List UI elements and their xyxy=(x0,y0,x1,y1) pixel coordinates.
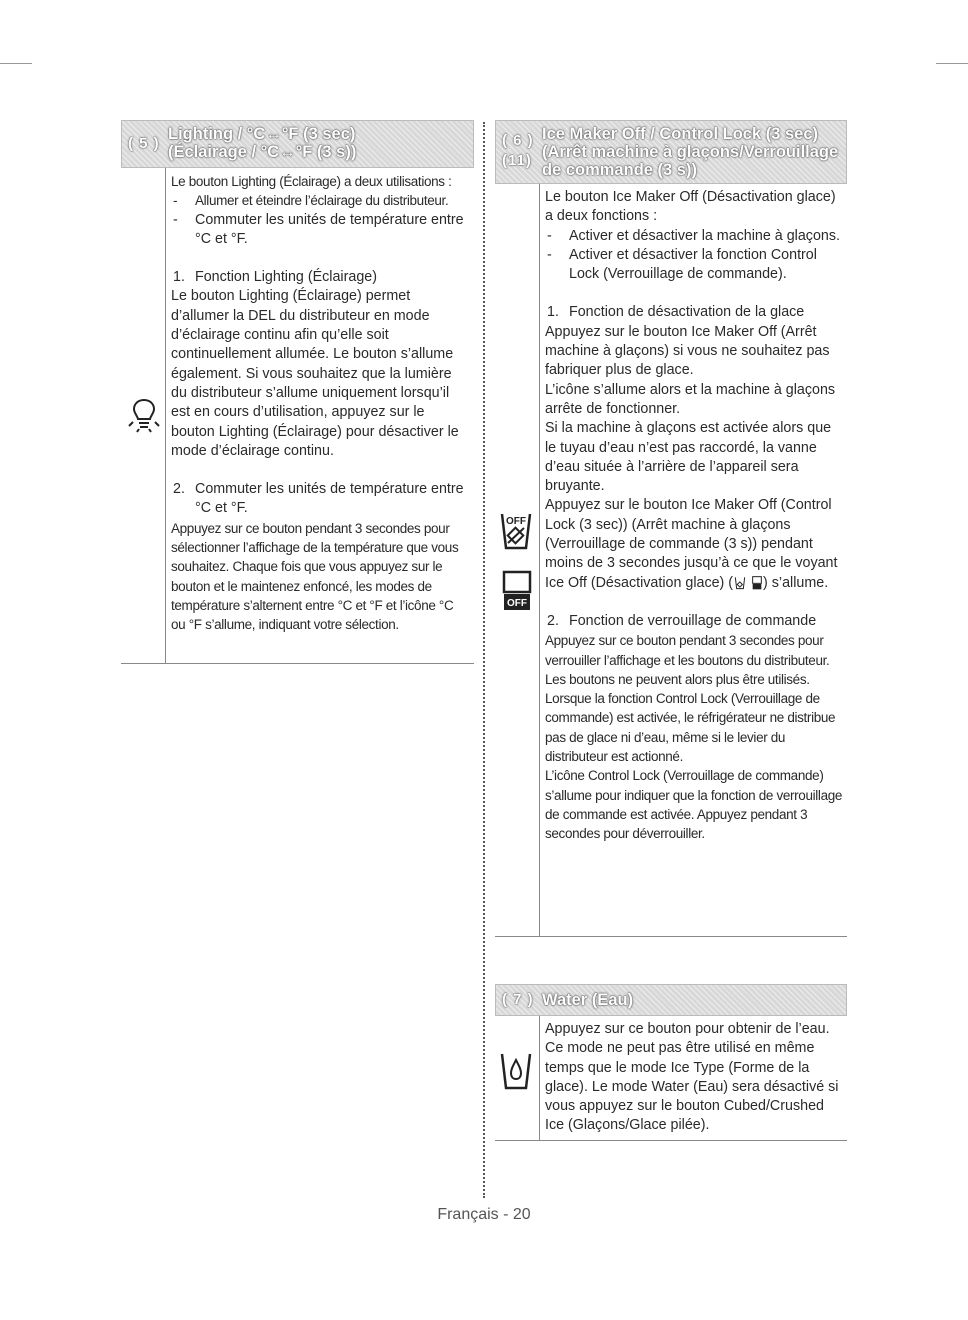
section-lighting-header xyxy=(121,120,474,168)
paragraph: Appuyez sur ce bouton pendant 3 secondes pour sélectionner l’affichage de la température que vous souhaitez. Chaque fois que vous appuyez sur le bouton et le maintenez enfoncé, les modes de température s’alternent entre °C et °F et l’icône °C ou °F s’allume, indiquant votre sélection. xyxy=(171,520,459,633)
icon-column xyxy=(495,184,540,936)
section-lighting-body xyxy=(121,168,474,664)
heading-number: 1. xyxy=(173,269,185,286)
numbered-heading xyxy=(171,480,471,519)
ice-off-icon xyxy=(499,510,533,552)
section-ice-maker-off-header xyxy=(495,120,847,184)
section-number: ( 5 ) xyxy=(128,135,160,152)
numbered-heading xyxy=(545,612,845,631)
section-title xyxy=(542,121,838,179)
section-title-line: de commande (3 s)) xyxy=(542,161,697,179)
section-text xyxy=(540,1016,845,1140)
section-title-line: (Arrêt machine à glaçons/Verrouillage xyxy=(542,143,839,161)
section-lighting xyxy=(121,120,474,664)
section-water-header xyxy=(495,984,847,1016)
bullet-item: - Commuter les unités de température entre °C et °F. xyxy=(171,211,471,250)
control-lock-icon-label: OFF xyxy=(507,598,527,609)
paragraph-text: ) s’allume. xyxy=(763,574,829,591)
intro-text: Le bouton Lighting (Éclairage) a deux utilisations : xyxy=(171,174,452,189)
section-number: ( 7 ) xyxy=(502,991,534,1008)
paragraph: L’icône s’allume alors et la machine à glaçons arrête de fonctionner. xyxy=(545,381,836,417)
numbered-heading xyxy=(171,268,471,287)
paragraph: Appuyez sur ce bouton pendant 3 secondes pour verrouiller l’affichage et les boutons du distributeur. Les boutons ne peuvent alors plus être utilisés. xyxy=(545,633,830,687)
bullet-text: Allumer et éteindre l’éclairage du distributeur. xyxy=(195,193,449,209)
paragraph-text: Appuyez sur le bouton Ice Maker Off (Control Lock (3 sec)) (Arrêt machine à glaçons (Verrouillage de commande (3 s)) pendant moins de 3 secondes jusqu’à ce que le voyant Ice Off (Désactivation glace) ( xyxy=(545,497,838,591)
crop-mark-right xyxy=(936,63,968,64)
ice-off-icon-label: OFF xyxy=(506,516,526,527)
water-glass-icon xyxy=(499,1050,533,1092)
ice-off-small-icon xyxy=(733,576,747,590)
section-number-line: (11) xyxy=(502,152,532,169)
bullet-item: - Activer et désactiver la fonction Control Lock (Verrouillage de commande). xyxy=(545,246,845,285)
crop-mark-left xyxy=(0,63,32,64)
section-title xyxy=(168,121,356,161)
control-lock-small-icon xyxy=(751,576,763,590)
light-bulb-icon xyxy=(127,396,161,436)
section-title-line: (Éclairage / °C↔°F (3 s)) xyxy=(168,143,357,161)
bullet-text: Activer et désactiver la fonction Control Lock (Verrouillage de commande). xyxy=(569,246,817,283)
bullet-text: Activer et désactiver la machine à glaçons. xyxy=(569,227,840,244)
paragraph: Lorsque la fonction Control Lock (Verrouillage de commande) est activée, le réfrigérateur ne distribue pas de glace ni d’eau, même si le levier du distributeur est actionné. xyxy=(545,691,836,765)
heading-text: Fonction de verrouillage de commande xyxy=(569,612,817,629)
heading-text: Commuter les unités de température entre °C et °F. xyxy=(195,481,464,517)
section-number xyxy=(496,121,542,171)
paragraph: L’icône Control Lock (Verrouillage de commande) s’allume pour indiquer que la fonction de verrouillage de commande est activée. Appuyez pendant 3 secondes pour déverrouiller. xyxy=(545,768,843,842)
section-text xyxy=(540,184,845,936)
section-water-body xyxy=(495,1016,847,1141)
heading-number: 1. xyxy=(547,304,559,321)
section-title: Water (Eau) xyxy=(542,991,634,1009)
section-ice-maker-off-body xyxy=(495,184,847,937)
section-ice-maker-off xyxy=(495,120,847,937)
bullet-item: - Allumer et éteindre l’éclairage du distributeur. xyxy=(171,191,471,210)
numbered-heading xyxy=(545,303,845,322)
heading-number: 2. xyxy=(173,481,185,498)
paragraph: Appuyez sur ce bouton pour obtenir de l’eau. Ce mode ne peut pas être utilisé en même temps que le mode Ice Type (Forme de la glace). Le mode Water (Eau) sera désactivé si vous appuyez sur le bouton Cubed/Crushed Ice (Glaçons/Glace pilée). xyxy=(545,1021,839,1134)
section-text xyxy=(166,168,471,663)
section-title-line: Ice Maker Off / Control Lock (3 sec) xyxy=(542,125,818,143)
heading-number: 2. xyxy=(547,612,559,629)
section-water xyxy=(495,984,847,1141)
section-number-line: ( 6 ) xyxy=(502,132,534,149)
paragraph: Appuyez sur le bouton Ice Maker Off (Arrêt machine à glaçons) si vous ne souhaitez pas fabriquer plus de glace. xyxy=(545,323,830,379)
bullet-item: - Activer et désactiver la machine à glaçons. xyxy=(545,227,845,246)
icon-column xyxy=(121,168,166,663)
section-title-line: Lighting / °C↔°F (3 sec) xyxy=(168,125,356,143)
control-lock-panel-icon xyxy=(502,570,532,612)
paragraph xyxy=(545,496,845,592)
heading-text: Fonction Lighting (Éclairage) xyxy=(195,269,377,286)
icon-column xyxy=(495,1016,540,1140)
heading-text: Fonction de désactivation de la glace xyxy=(569,304,805,321)
paragraph: Le bouton Lighting (Éclairage) permet d’allumer la DEL du distributeur en mode d’éclairage continu afin qu’elle soit continuellement allumée. Le bouton s’allume également. Si vous souhaitez que la lumière du distributeur s’allume uniquement lorsqu’il est en cours d’utilisation, appuyez sur le bouton Lighting (Éclairage) pour désactiver le mode d’éclairage continu. xyxy=(171,288,459,459)
page-footer: Français - 20 xyxy=(437,1206,531,1223)
bullet-text: Commuter les unités de température entre °C et °F. xyxy=(195,211,464,247)
intro-text: Le bouton Ice Maker Off (Désactivation glace) a deux fonctions : xyxy=(545,189,836,225)
paragraph: Si la machine à glaçons est activée alors que le tuyau d’eau n’est pas raccordé, la vanne d’eau située à l’arrière de l’appareil sera bruyante. xyxy=(545,420,832,495)
column-divider xyxy=(483,122,485,1198)
